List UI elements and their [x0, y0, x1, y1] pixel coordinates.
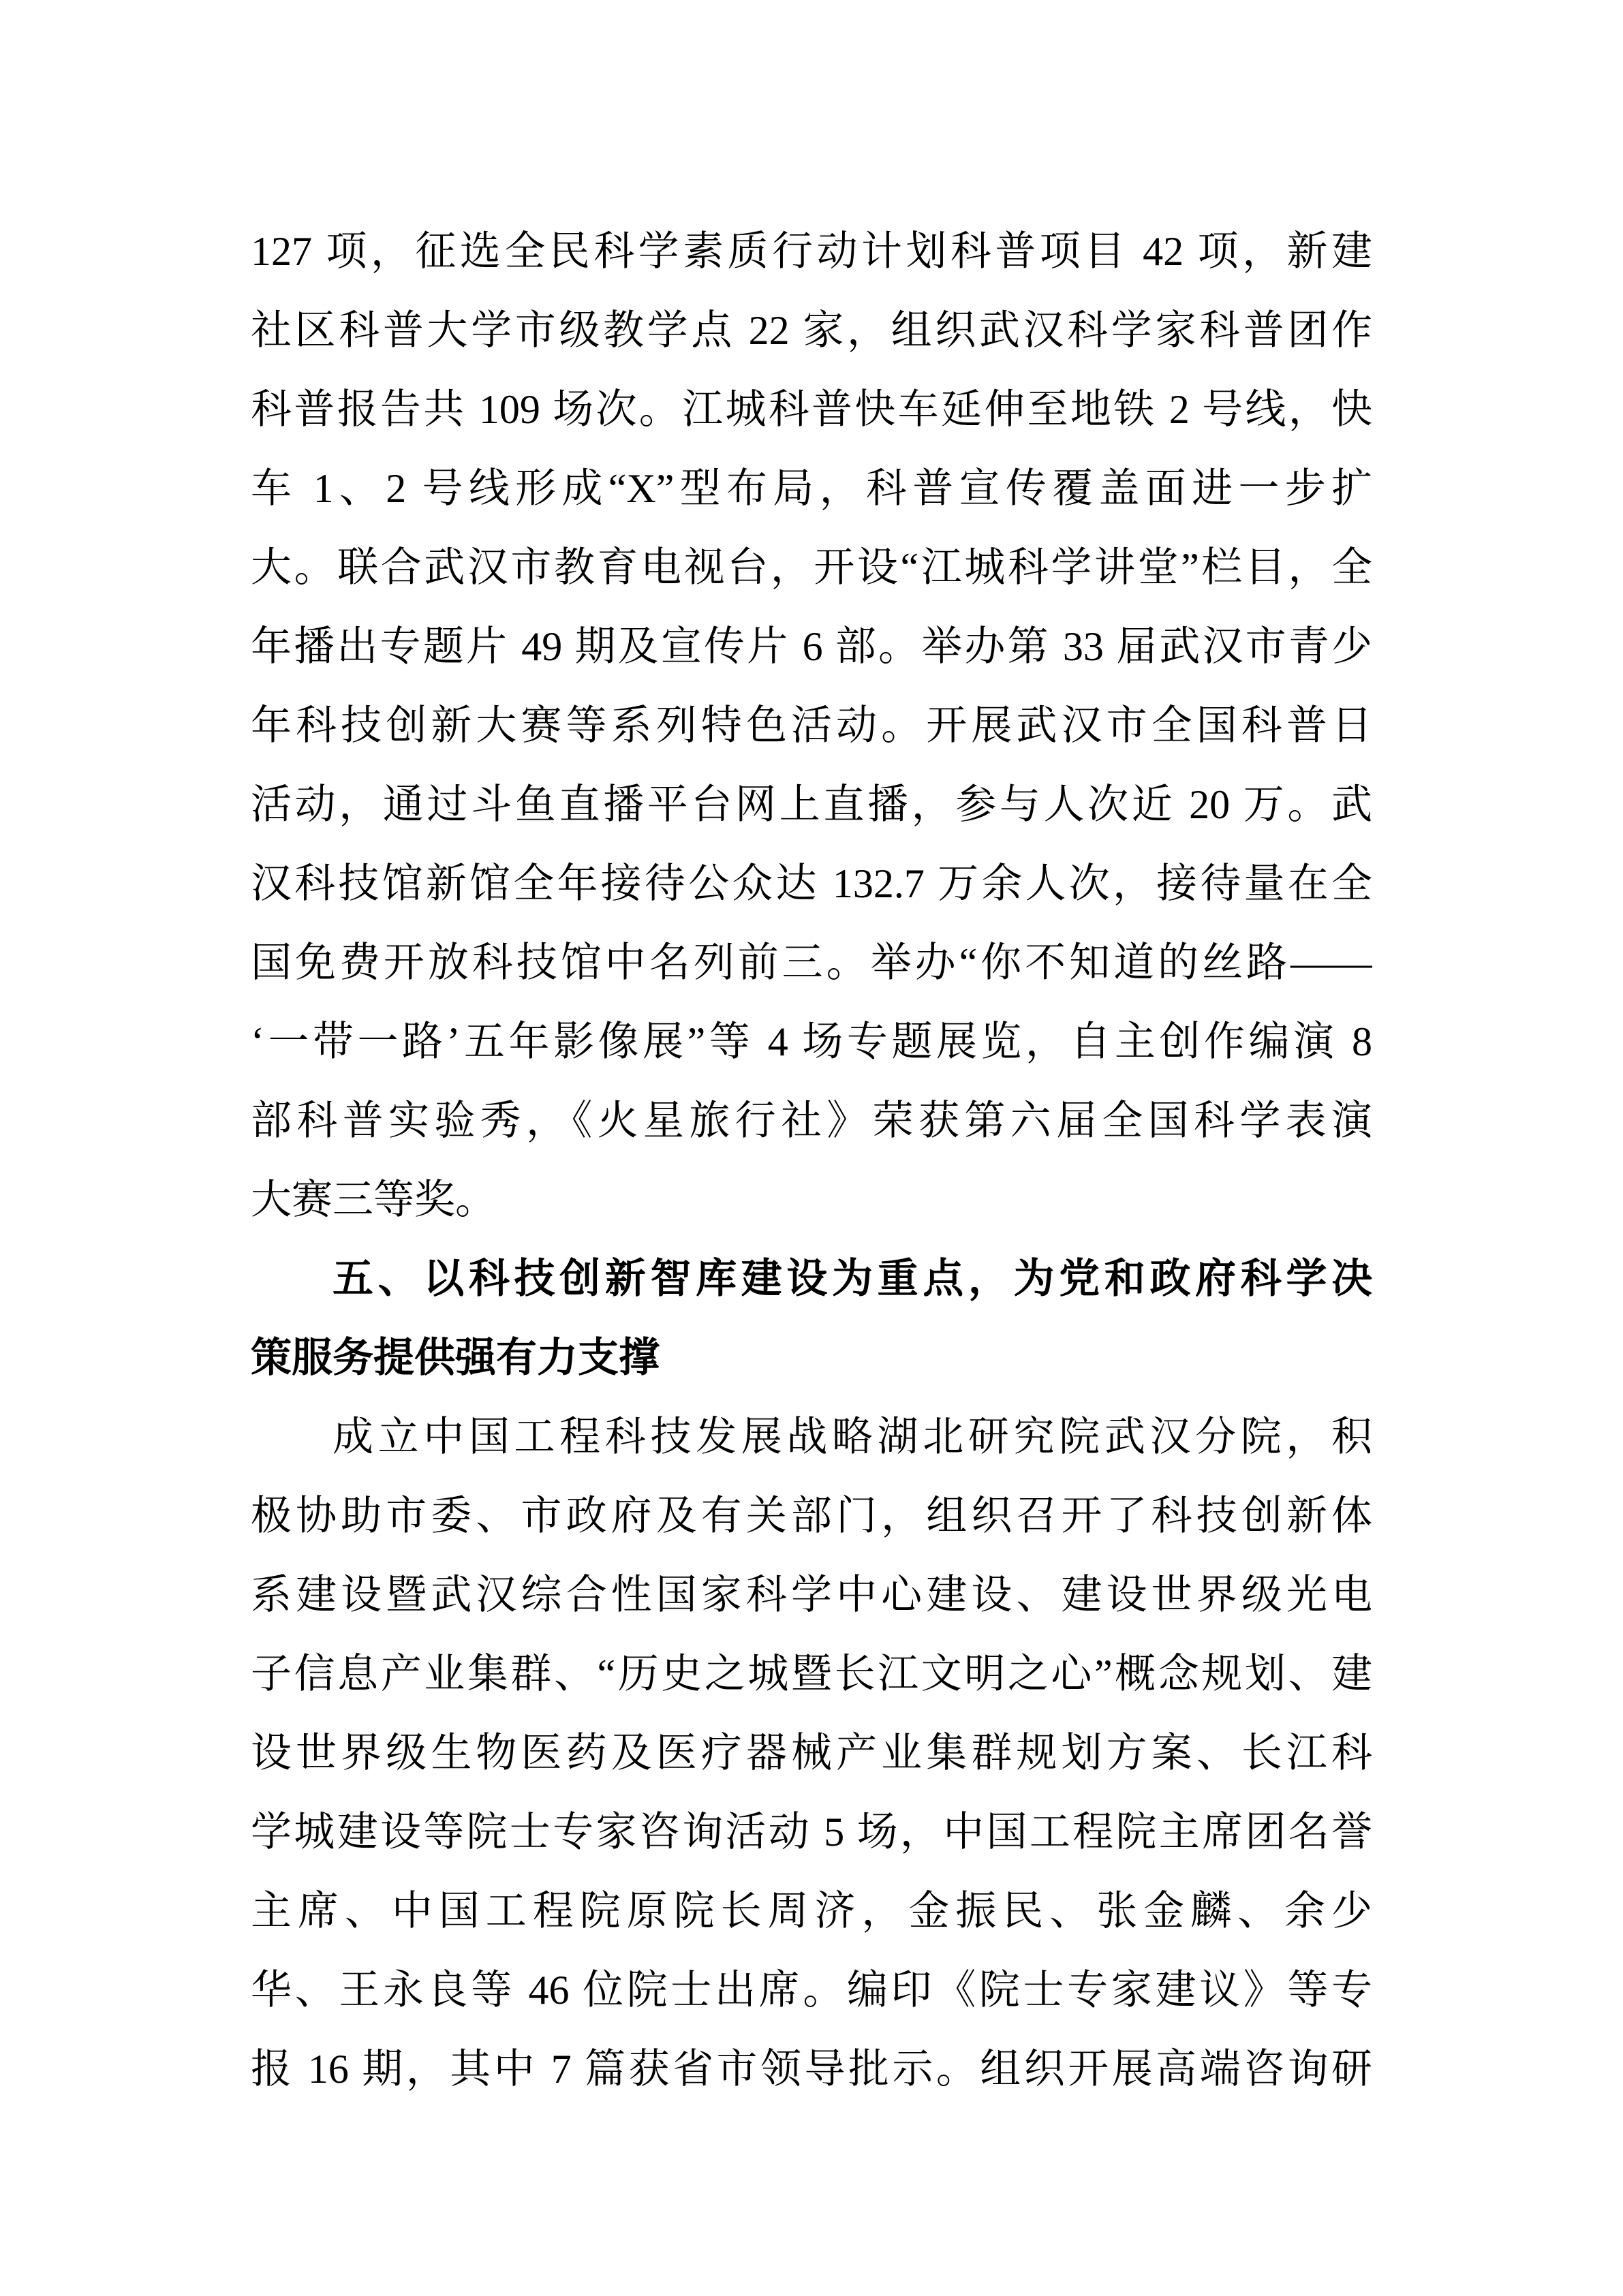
section-heading-line: 五、以科技创新智库建设为重点，为党和政府科学决 — [333, 1256, 1372, 1301]
body-text-line: 极协助市委、市政府及有关部门，组织召开了科技创新体 — [251, 1493, 1372, 1538]
body-text-line: 科普报告共 109 场次。江城科普快车延伸至地铁 2 号线，快 — [251, 387, 1372, 432]
body-text-line: 设世界级生物医药及医疗器械产业集群规划方案、长江科 — [251, 1731, 1372, 1775]
body-text-line: 国免费开放科技馆中名列前三。举办“你不知道的丝路—— — [251, 940, 1372, 985]
body-text-line: 大赛三等奖。 — [251, 1177, 496, 1222]
body-text-line: 年播出专题片 49 期及宣传片 6 部。举办第 33 届武汉市青少 — [251, 624, 1372, 669]
text-column — [251, 212, 1372, 2109]
body-text-line: 大。联合武汉市教育电视台，开设“江城科学讲堂”栏目，全 — [251, 545, 1372, 590]
body-text-line: 主席、中国工程院原院长周济，金振民、张金麟、余少 — [251, 1889, 1372, 1934]
body-text-line: 汉科技馆新馆全年接待公众达 132.7 万余人次，接待量在全 — [251, 861, 1372, 906]
body-text-line: 华、王永良等 46 位院士出席。编印《院士专家建议》等专 — [251, 1968, 1372, 2013]
body-text-line: 年科技创新大赛等系列特色活动。开展武汉市全国科普日 — [251, 703, 1372, 748]
body-text-line: ‘一带一路’五年影像展”等 4 场专题展览，自主创作编演 8 — [251, 1019, 1372, 1064]
body-text-line: 系建设暨武汉综合性国家科学中心建设、建设世界级光电 — [251, 1572, 1372, 1617]
body-text-line: 学城建设等院士专家咨询活动 5 场，中国工程院主席团名誉 — [251, 1810, 1372, 1855]
body-text-line: 社区科普大学市级教学点 22 家，组织武汉科学家科普团作 — [251, 308, 1372, 353]
body-text-line: 成立中国工程科技发展战略湖北研究院武汉分院，积 — [333, 1414, 1372, 1459]
body-text-line: 报 16 期，其中 7 篇获省市领导批示。组织开展高端咨询研 — [251, 2047, 1372, 2092]
body-text-line: 部科普实验秀，《火星旅行社》荣获第六届全国科学表演 — [251, 1098, 1372, 1143]
body-text-line: 活动，通过斗鱼直播平台网上直播，参与人次近 20 万。武 — [251, 782, 1372, 827]
section-heading-line: 策服务提供强有力支撑 — [251, 1335, 660, 1380]
body-text-line: 127 项，征选全民科学素质行动计划科普项目 42 项，新建 — [251, 229, 1372, 274]
body-text-line: 车 1、2 号线形成“X”型布局，科普宣传覆盖面进一步扩 — [251, 466, 1372, 511]
body-text-line: 子信息产业集群、“历史之城暨长江文明之心”概念规划、建 — [251, 1651, 1372, 1696]
